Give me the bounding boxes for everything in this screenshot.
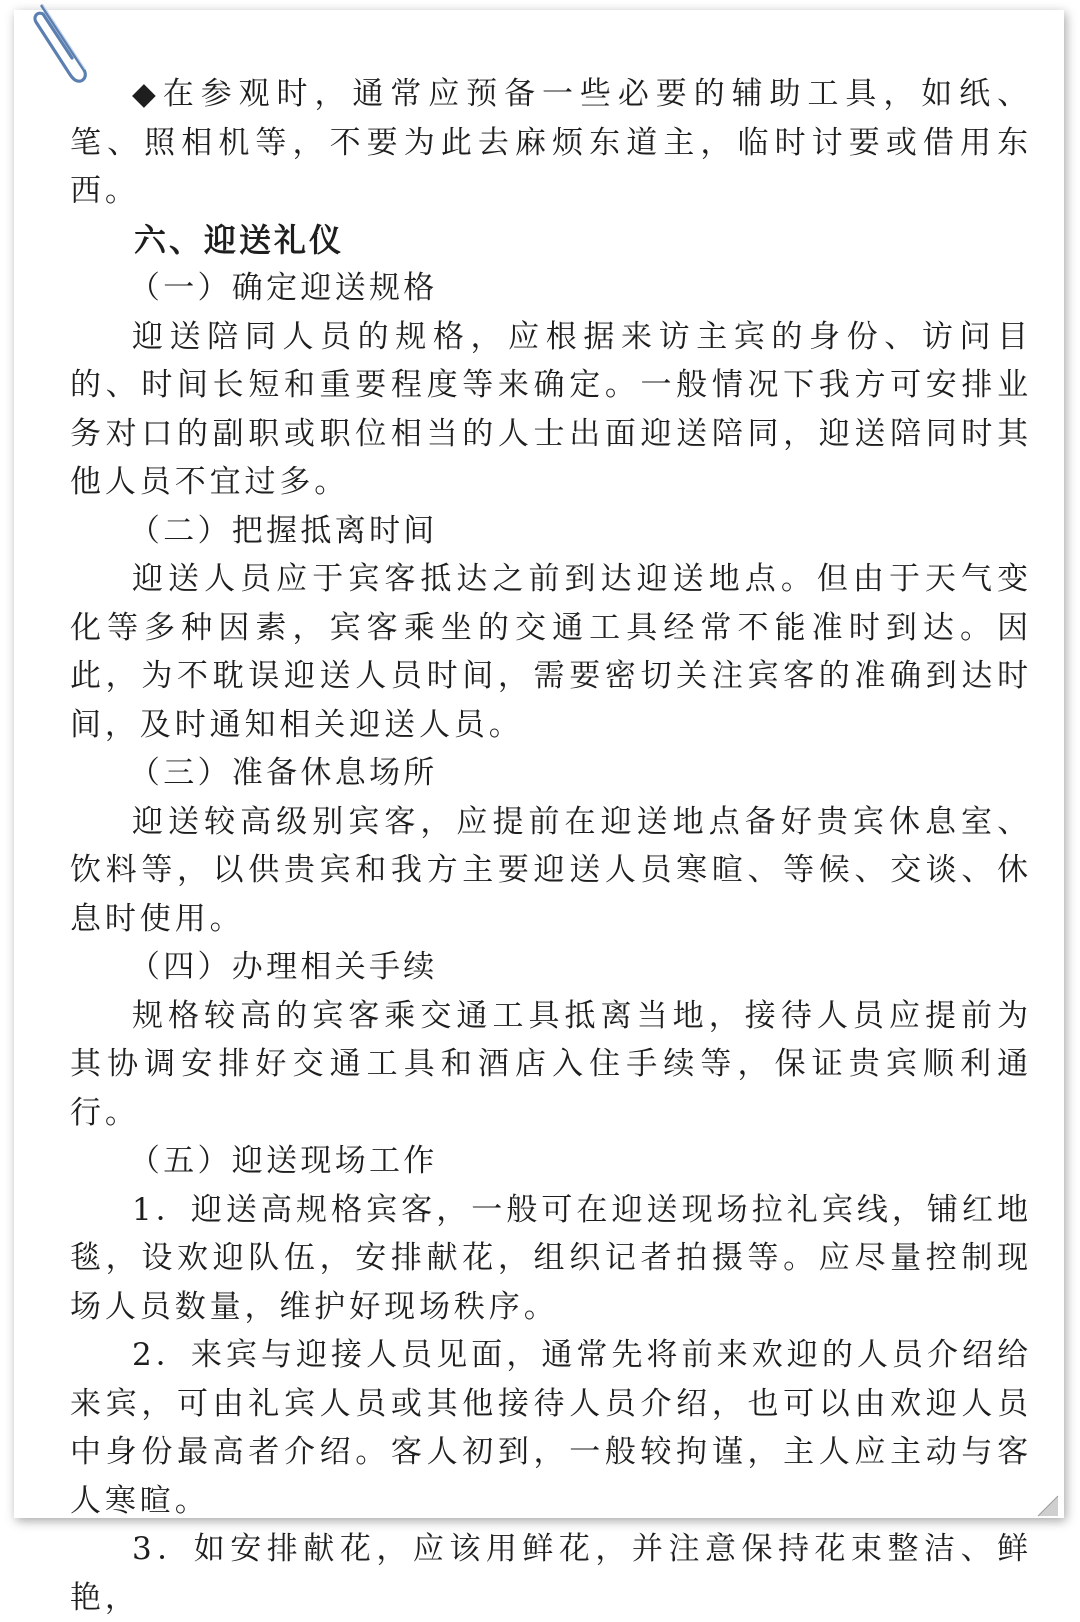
subheading-procedures: （四）办理相关手续 [128,949,438,985]
paragraph-rest-area: 迎送较高级别宾客，应提前在迎送地点备好贵宾休息室、饮料等，以供贵宾和我方主要迎送人员寒暄、等候、交谈、休息时使用。 [70,803,1032,937]
subheading-determine-standard: （一）确定迎送规格 [128,270,438,306]
paperclip-icon [24,0,94,90]
paragraph-procedures: 规格较高的宾客乘交通工具抵离当地，接待人员应提前为其协调安排好交通工具和酒店入住手续等，保证贵宾顺利通行。 [70,997,1032,1131]
paragraph-onsite-1: 1．迎送高规格宾客，一般可在迎送现场拉礼宾线，铺红地毯，设欢迎队伍，安排献花，组织记者拍摄等。应尽量控制现场人员数量，维护好现场秩序。 [70,1191,1032,1325]
paragraph-onsite-2: 2．来宾与迎接人员见面，通常先将前来欢迎的人员介绍给来宾，可由礼宾人员或其他接待人员介绍，也可以由欢迎人员中身份最高者介绍。客人初到，一般较拘谨，主人应主动与客人寒暄。 [70,1337,1032,1519]
page-corner-icon [1038,1496,1058,1516]
document-page [14,10,1064,1616]
subheading-rest-area: （三）准备休息场所 [128,755,438,791]
document-body [70,70,1032,1622]
subheading-onsite-work: （五）迎送现场工作 [128,1143,438,1179]
paragraph-arrival-time: 迎送人员应于宾客抵达之前到达迎送地点。但由于天气变化等多种因素，宾客乘坐的交通工具经常不能准时到达。因此，为不耽误迎送人员时间，需要密切关注宾客的准确到达时间，及时通知相关迎送人员。 [70,561,1032,743]
section-heading-reception-etiquette: 六、迎送礼仪 [134,220,345,259]
paragraph-visit-tools: ◆在参观时，通常应预备一些必要的辅助工具，如纸、笔、照相机等，不要为此去麻烦东道主，临时讨要或借用东西。 [70,76,1032,209]
subheading-arrival-time: （二）把握抵离时间 [128,512,438,549]
paragraph-onsite-3: 3．如安排献花，应该用鲜花，并注意保持花束整洁、鲜艳， [70,1531,1032,1616]
paragraph-standard: 迎送陪同人员的规格，应根据来访主宾的身份、访问目的、时间长短和重要程度等来确定。一般情况下我方可安排业务对口的副职或职位相当的人士出面迎送陪同，迎送陪同时其他人员不宜过多。 [70,318,1032,500]
